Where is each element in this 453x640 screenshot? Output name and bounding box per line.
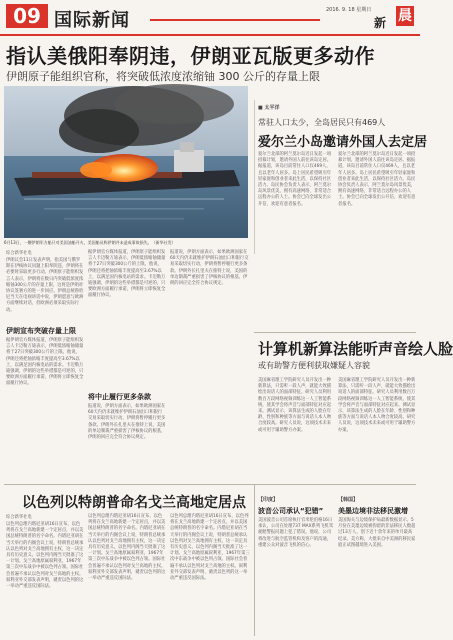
right-story-body-col2: 爱尔兰北部的阿兰莫尔岛近日发起一项招募计划，邀请外国人前往该岛定居。据报道，该岛目前常住人口仅469人，且以老年人居多。岛上居民希望吸引年轻家庭和创业者来此生活，以保持社区活力。岛民协会负责人表示，阿兰莫尔岛风景优美，拥有高速网络，非常适合远程办公的人士。协会已向全球发出公开信，欢迎有意者报名。 [338, 152, 416, 207]
lead-minor-head-2: 将中止履行更多条款 [88, 393, 151, 401]
newspaper-logo [374, 4, 414, 30]
logo-text: 新 [374, 16, 387, 30]
science-story-subtitle: 或有助警方便利获取嫌疑人容貌 [258, 361, 370, 370]
bottom-story-body-col3: 以色列总理内塔尼亚胡16日宣布，以色列将在戈兰高地新建一个定居点，并以美国总统特朗普的名字命名。内塔尼亚胡在当天举行的内阁会议上说，特朗普总统承认以色列对戈兰高地拥有主权，这一决定具有历史意义。以色列内阁当天批准了这一计划。戈兰高地原属叙利亚，1967年第三次中东战争中被以色列占领。国际社会普遍不承认以色列对戈兰高地的主权。叙利亚外交部发表声明，谴责以色列的这一举动严重违反国际法。 [170, 514, 250, 582]
lead-minor-head-1: 伊朗宣布突破存量上限 [6, 327, 76, 335]
bottom-story-author: 综合新华社电 [6, 515, 32, 520]
bottom-story-title: 以色列以特朗普命名戈兰高地定居点 [22, 495, 246, 511]
right-story-title: 爱尔兰小岛邀请外国人去定居 [258, 135, 428, 150]
right-story-tag: ■ 太平洋 [258, 105, 280, 111]
lead-author: 综合新华社电 [6, 251, 32, 256]
lead-body-col1b: 据伊朗官方媒体报道，伊朗原子能组织发言人卡迈勒万迪表示，伊朗低浓缩铀储量将于27日突破300公斤的上限。他说，伊朗还将把铀浓缩丰度提高至3.67%以上，以满足国内核电站的需求。卡迈勒万迪强调，伊朗的这些举措都是可逆的，只要欧洲方面履行承诺，伊朗将立即恢复全面履行协议。 [6, 338, 84, 387]
lead-photo [4, 86, 248, 238]
bottom-story-body-col1: 以色列总理内塔尼亚胡16日宣布，以色列将在戈兰高地新建一个定居点，并以美国总统特朗普的名字命名。内塔尼亚胡在当天举行的内阁会议上说，特朗普总统承认以色列对戈兰高地拥有主权，这一决定具有历史意义。以色列内阁当天批准了这一计划。戈兰高地原属叙利亚，1967年第三次中东战争中被以色列占领。国际社会普遍不承认以色列对戈兰高地的主权。叙利亚外交部发表声明，谴责以色列的这一举动严重违反国际法。 [6, 522, 84, 590]
masthead-rule [150, 19, 320, 21]
lead-body-col1: 伊朗议会11日发表声明，指美国与俄罗斯在伊核协议问题上阳奉阴违，伊朗将在必要时采取更多行动。伊朗原子能组织发言人表示，伊朗将在数日内突破低浓度浓缩铀300公斤的存量上限，这将是伊朗对协议签署方的进一步回应。伊朗总统鲁哈尼当天在电视讲话中说，伊朗愿意与欧洲方面继续对话，但欧洲必须采取实际行动。 [6, 258, 84, 313]
right-story-body-col1: 爱尔兰北部的阿兰莫尔岛近日发起一项招募计划，邀请外国人前往该岛定居。据报道，该岛目前常住人口仅469人，且以老年人居多。岛上居民希望吸引年轻家庭和创业者来此生活，以保持社区活力。岛民协会负责人表示，阿兰莫尔岛风景优美，拥有高速网络，非常适合远程办公的人士。协会已向全球发出公开信，欢迎有意者报名。 [258, 152, 332, 207]
brief-head-1: 波音公司承认“犯错” [258, 507, 324, 515]
lead-body-col3: 报道说，伊朗方面表示，如果欧洲国家在60天内仍未就维护伊朗石油出口和银行交易采取切实行动，伊朗将暂停履行更多条款。伊朗外长扎里夫在推特上说，美国的单边制裁严重损害了伊核协议的根基，伊朗的回应完全符合协议规定。 [170, 250, 249, 287]
brief-body-1: 美国波音公司首席执行官米伦伯格16日承认，公司在处理737 MAX系列飞机驾驶舱警报问题上犯了错误。他说，公司将改进与航空监管机构及客户的沟通，重建公众对波音飞机的信心。 [258, 518, 334, 548]
lead-headline: 指认美俄阳奉阴违，伊朗亚瓦版更多动作 [6, 44, 375, 68]
logo-char: 晨 [398, 8, 412, 24]
right-story-kicker: 常驻人口太少，全岛居民只有469人 [258, 118, 386, 127]
right-divider [254, 332, 416, 333]
brief-tag-1: 【印度】 [258, 497, 279, 503]
lead-subhead: 伊朗原子能组织官称，将突破低浓度浓缩铀 300 公斤的存量上限 [6, 70, 320, 83]
brief-body-2: 美国海关与边境保护局最新数据显示，5月份在美墨边境被拘留的非法移民人数超过13万人，创下近十余年来的单月最高纪录。美方称，大批来自中美洲的移民家庭正试图越境进入美国。 [338, 518, 416, 548]
bottom-divider [4, 484, 416, 485]
burning-tanker-image [4, 86, 248, 238]
brief-head-2: 美墨边境非法移民激增 [338, 507, 408, 515]
briefs-separator [254, 484, 255, 636]
section-title: 国际新闻 [54, 10, 130, 31]
masthead [0, 0, 420, 34]
science-story-title: 计算机新算法能听声音绘人脸 [258, 340, 453, 358]
lead-body-col2b: 报道说，伊朗方面表示，如果欧洲国家在60天内仍未就维护伊朗石油出口和银行交易采取切实行动，伊朗将暂停履行更多条款。伊朗外长扎里夫在推特上说，美国的单边制裁严重损害了伊核协议的根基，伊朗的回应完全符合协议规定。 [88, 404, 166, 441]
masthead-divider [0, 34, 420, 36]
brief-tag-2: 【韩国】 [338, 497, 359, 503]
page-number: 09 [6, 4, 48, 28]
lead-body-col2: 据伊朗官方媒体报道，伊朗原子能组织发言人卡迈勒万迪表示，伊朗低浓缩铀储量将于27日突破300公斤的上限。他说，伊朗还将把铀浓缩丰度提高至3.67%以上，以满足国内核电站的需求。卡迈勒万迪强调，伊朗的这些举措都是可逆的，只要欧洲方面履行承诺，伊朗将立即恢复全面履行协议。 [88, 250, 166, 299]
science-story-body-col2: 美国麻省理工学院研究人员开发出一种新算法，只需听一段人声，就能大致描绘出说话人的面部特征。研究人员利用数百万段网络视频训练这一人工智能系统，使其学会将声音与面部特征对应起来。测试显示，该算法生成的人脸在年龄、性别和种族等方面与说话人本人吻合度较高。研究人员说，这项技术未来或可用于辅助警方办案。 [338, 378, 416, 433]
science-story-body-col1: 美国麻省理工学院研究人员开发出一种新算法，只需听一段人声，就能大致描绘出说话人的面部特征。研究人员利用数百万段网络视频训练这一人工智能系统，使其学会将声音与面部特征对应起来。测试显示，该算法生成的人脸在年龄、性别和种族等方面与说话人本人吻合度较高。研究人员说，这项技术未来或可用于辅助警方办案。 [258, 378, 332, 433]
photo-caption: 6月13日，一艘伊朗军方船只对美国油船开火，美国船员称伊朗并未造成事故损失。（新华社发） [4, 240, 176, 245]
bottom-story-body-col2: 以色列总理内塔尼亚胡16日宣布，以色列将在戈兰高地新建一个定居点，并以美国总统特朗普的名字命名。内塔尼亚胡在当天举行的内阁会议上说，特朗普总统承认以色列对戈兰高地拥有主权，这一决定具有历史意义。以色列内阁当天批准了这一计划。戈兰高地原属叙利亚，1967年第三次中东战争中被以色列占领。国际社会普遍不承认以色列对戈兰高地的主权。叙利亚外交部发表声明，谴责以色列的这一举动严重违反国际法。 [88, 514, 166, 582]
date-line: 2016. 9. 18 星期日 [326, 7, 372, 13]
column-separator [254, 100, 255, 254]
